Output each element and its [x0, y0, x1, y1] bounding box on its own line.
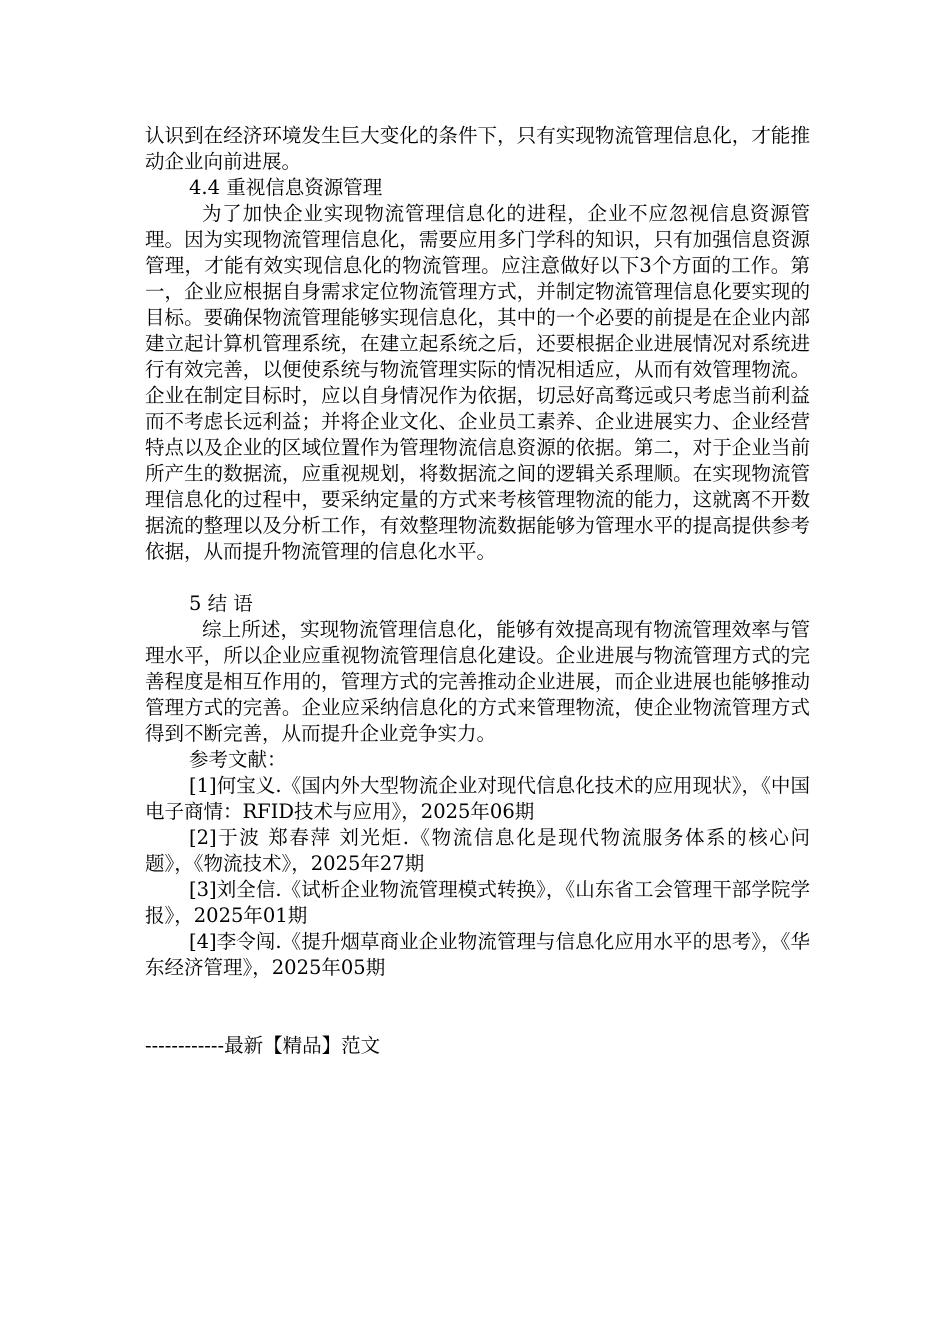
reference-item: [4]李令闯.《提升烟草商业企业物流管理与信息化应用水平的思考》，《华东经济管理》，2025年05期	[145, 930, 810, 979]
section-5-paragraph: 综上所述，实现物流管理信息化，能够有效提高现有物流管理效率与管理水平，所以企业应重视物流管理信息化建设。企业进展与物流管理方式的完善程度是相互作用的，管理方式的完善推动企业进展，而企业进展也能够推动管理方式的完善。企业应采纳信息化的方式来管理物流，使企业物流管理方式得到不断完善，从而提升企业竞争实力。	[145, 618, 810, 745]
document-body	[145, 123, 810, 1059]
section-4-4-paragraph: 为了加快企业实现物流管理信息化的进程，企业不应忽视信息资源管理。因为实现物流管理信息化，需要应用多门学科的知识，只有加强信息资源管理，才能有效实现信息化的物流管理。应注意做好以下3个方面的工作。第一，企业应根据自身需求定位物流管理方式，并制定物流管理信息化要实现的目标。要确保物流管理能够实现信息化，其中的一个必要的前提是在企业内部建立起计算机管理系统，在建立起系统之后，还要根据企业进展情况对系统进行有效完善，以便使系统与物流管理实际的情况相适应，从而有效管理物流。企业在制定目标时，应以自身情况作为依据，切忌好高骛远或只考虑当前利益而不考虑长远利益；并将企业文化、企业员工素养、企业进展实力、企业经营特点以及企业的区域位置作为管理物流信息资源的依据。第二，对于企业当前所产生的数据流，应重视规划，将数据流之间的逻辑关系理顺。在实现物流管理信息化的过程中，要采纳定量的方式来考核管理物流的能力，这就离不开数据流的整理以及分析工作，有效整理物流数据能够为管理水平的提高提供参考依据，从而提升物流管理的信息化水平。	[145, 202, 810, 563]
footer-banner: ------------最新【精品】范文	[145, 1034, 381, 1057]
section-4-closing-paragraph: 认识到在经济环境发生巨大变化的条件下，只有实现物流管理信息化，才能推动企业向前进展。	[145, 124, 810, 173]
reference-item: [1]何宝义.《国内外大型物流企业对现代信息化技术的应用现状》，《中国电子商情：RFID技术与应用》，2025年06期	[145, 774, 810, 823]
references-heading: 参考文献：	[189, 748, 287, 771]
spacer	[145, 565, 810, 591]
section-5-heading: 5 结 语	[189, 592, 253, 615]
spacer	[145, 981, 810, 1033]
reference-item: [2]于波 郑春萍 刘光炬.《物流信息化是现代物流服务体系的核心问题》，《物流技术》，2025年27期	[145, 826, 810, 875]
section-4-4-heading: 4.4 重视信息资源管理	[189, 176, 383, 199]
reference-item: [3]刘全信.《试析企业物流管理模式转换》，《山东省工会管理干部学院学报》，2025年01期	[145, 878, 810, 927]
